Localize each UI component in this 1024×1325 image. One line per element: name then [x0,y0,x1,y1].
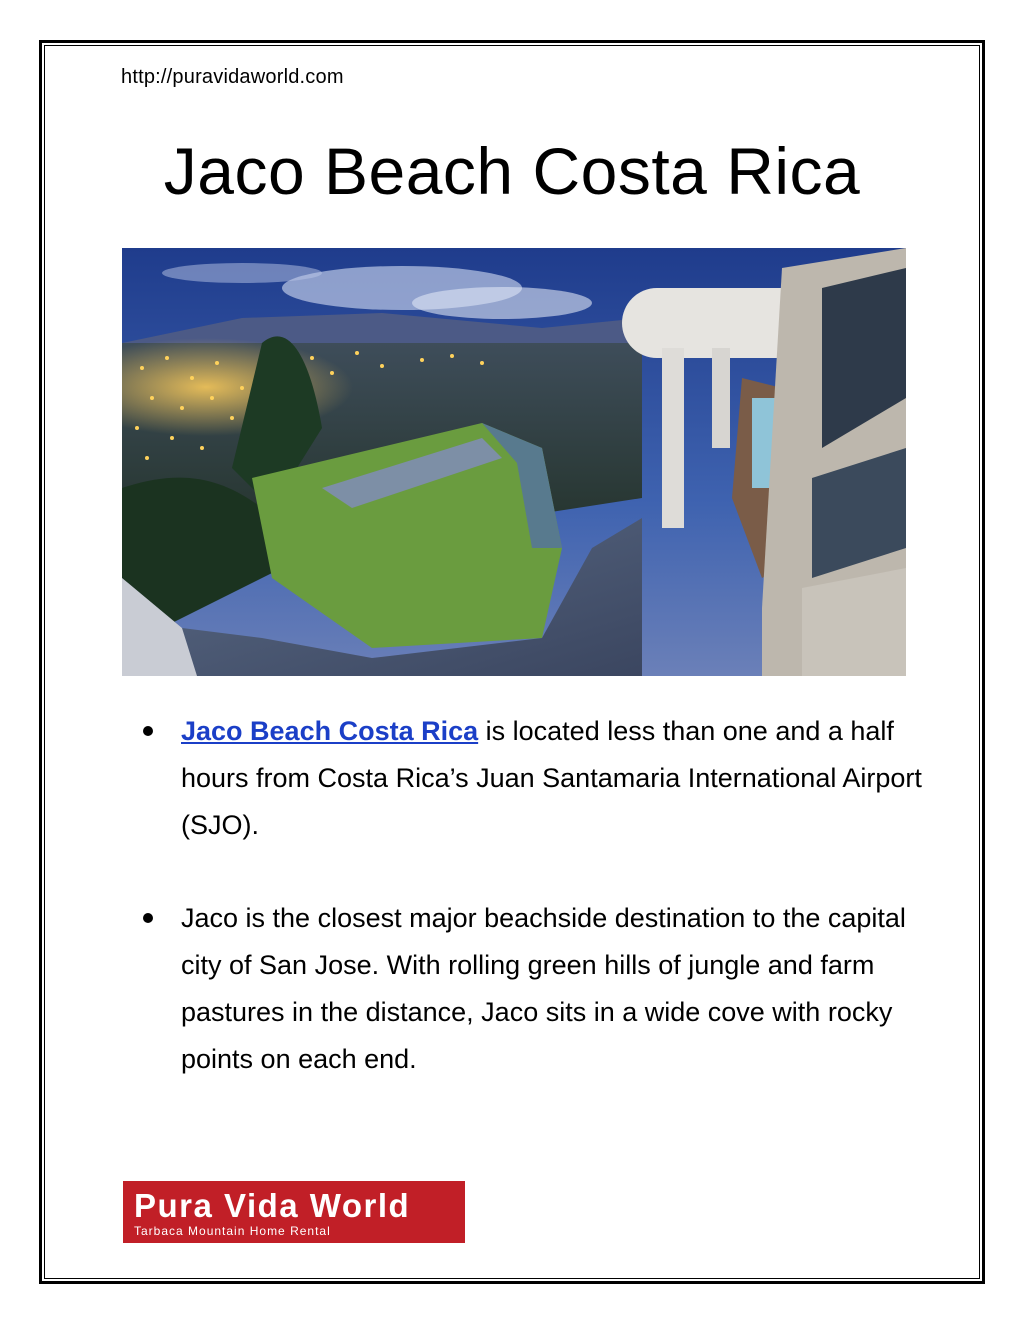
bullet-dot-icon [143,726,153,736]
bullet-list [143,708,923,1129]
bullet-text: is located less than one and a half hours from Costa Rica’s Juan Santamaria International Airport (SJO). [181,716,922,840]
jaco-beach-link[interactable]: Jaco Beach Costa Rica [181,716,479,746]
logo-subtitle: Tarbaca Mountain Home Rental [134,1224,331,1238]
page-title: Jaco Beach Costa Rica [163,134,861,208]
bullet-dot-icon [143,913,153,923]
site-url: http://puravidaworld.com [121,66,344,88]
bullet-text: Jaco is the closest major beachside destination to the capital city of San Jose. With rolling green hills of jungle and farm pastures in the distance, Jaco sits in a wide cove with rocky points on each end. [181,903,906,1074]
list-item [143,895,923,1083]
pura-vida-logo [123,1181,465,1243]
list-item [143,708,923,849]
logo-title: Pura Vida World [134,1187,411,1224]
hero-photo [122,248,906,676]
